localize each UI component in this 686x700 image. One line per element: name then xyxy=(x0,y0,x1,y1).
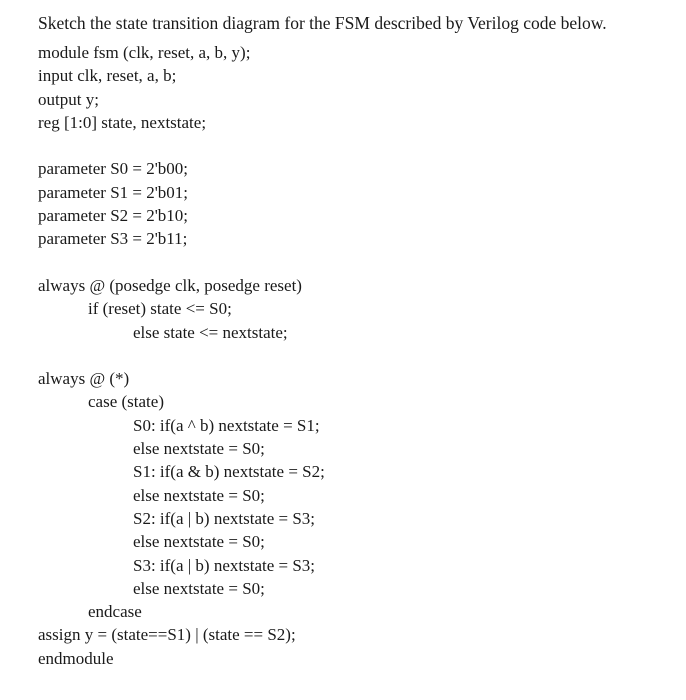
code-line: parameter S2 = 2'b10; xyxy=(38,206,189,226)
blank-line xyxy=(38,344,325,367)
code-line: endmodule xyxy=(38,648,114,668)
code-line: else state <= nextstate; xyxy=(133,322,288,342)
code-line: input clk, reset, a, b; xyxy=(38,66,177,86)
code-line: else nextstate = S0; xyxy=(133,532,265,552)
code-line: S1: if(a & b) nextstate = S2; xyxy=(133,462,325,482)
code-line: case (state) xyxy=(88,392,164,412)
code-line: parameter S1 = 2'b01; xyxy=(38,182,189,202)
code-line: if (reset) state <= S0; xyxy=(88,299,232,319)
code-line: parameter S0 = 2'b00; xyxy=(38,159,189,179)
code-line: S3: if(a | b) nextstate = S3; xyxy=(133,555,316,575)
code-line: S2: if(a | b) nextstate = S3; xyxy=(133,508,316,528)
code-line: else nextstate = S0; xyxy=(133,485,265,505)
code-line: always @ (*) xyxy=(38,369,130,389)
code-line: assign y = (state==S1) | (state == S2); xyxy=(38,625,296,645)
code-line: parameter S3 = 2'b11; xyxy=(38,229,188,249)
code-line: else nextstate = S0; xyxy=(133,578,265,598)
code-line: else nextstate = S0; xyxy=(133,439,265,459)
code-line: S0: if(a ^ b) nextstate = S1; xyxy=(133,415,320,435)
verilog-code xyxy=(38,41,325,670)
code-line: module fsm (clk, reset, a, b, y); xyxy=(38,43,251,62)
blank-line xyxy=(38,251,325,274)
blank-line xyxy=(38,134,325,157)
question-text: Sketch the state transition diagram for the FSM described by Verilog code below. xyxy=(38,13,607,33)
code-line: endcase xyxy=(88,602,142,622)
code-line: reg [1:0] state, nextstate; xyxy=(38,112,207,132)
code-line: output y; xyxy=(38,89,99,109)
code-line: always @ (posedge clk, posedge reset) xyxy=(38,275,302,295)
